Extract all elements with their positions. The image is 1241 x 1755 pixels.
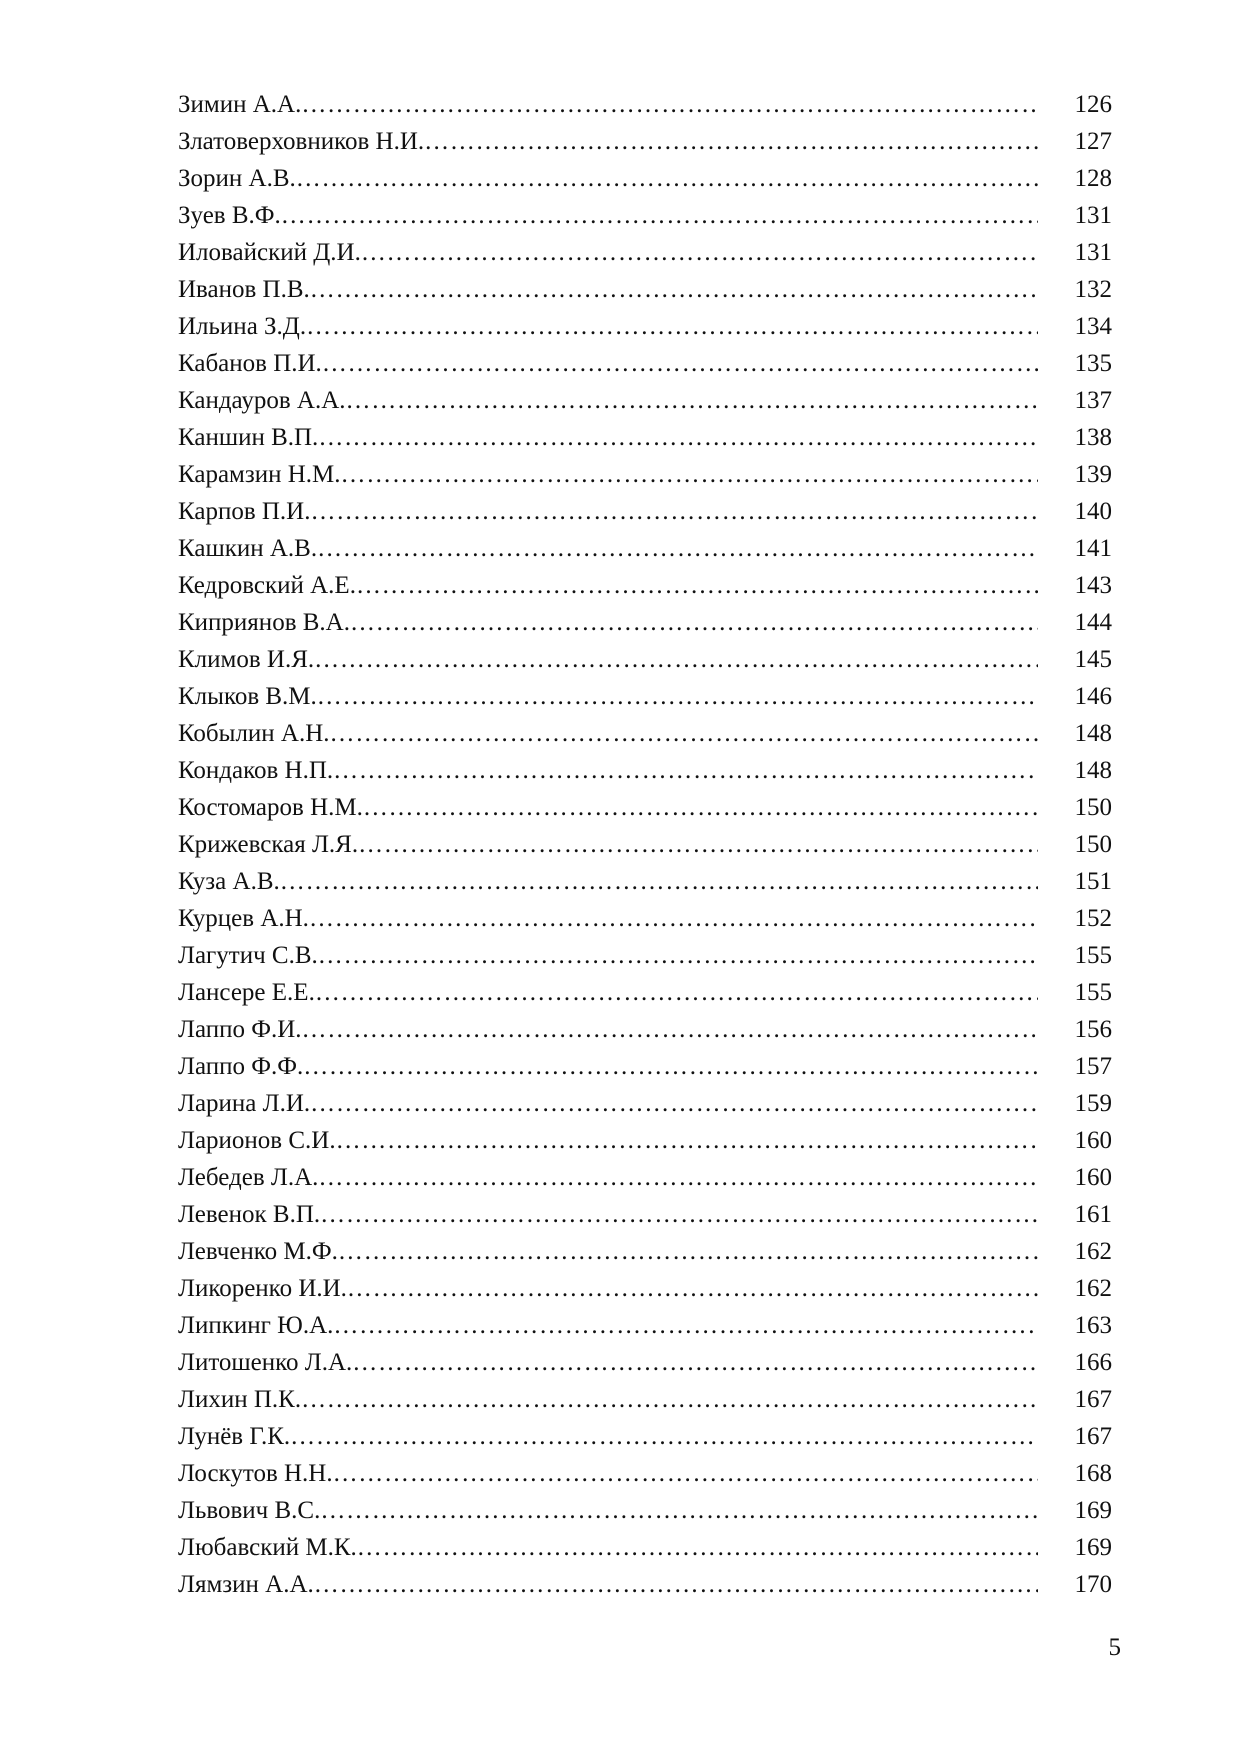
index-entry: [178, 345, 1112, 382]
dot-leader: [310, 271, 1038, 308]
entry-name: Кедровский А.Е.: [178, 572, 356, 599]
dot-leader: [317, 678, 1038, 715]
dot-leader: [302, 1011, 1038, 1048]
entry-page: 135: [1074, 350, 1112, 377]
entry-page: 148: [1074, 720, 1112, 747]
entry-page: 137: [1074, 387, 1112, 414]
index-entry: [178, 567, 1112, 604]
entry-page: 170: [1074, 1571, 1112, 1598]
dot-leader: [424, 123, 1038, 160]
dot-leader: [356, 567, 1038, 604]
dot-leader: [290, 1418, 1038, 1455]
dot-leader: [296, 160, 1038, 197]
entry-page: 131: [1074, 202, 1112, 229]
entry-name: Куза А.В.: [178, 868, 280, 895]
entry-name: Климов И.Я.: [178, 646, 315, 673]
index-entry: [178, 493, 1112, 530]
index-entry: [178, 1122, 1112, 1159]
dot-leader: [318, 1159, 1038, 1196]
entry-page: 127: [1074, 128, 1112, 155]
entry-page: 143: [1074, 572, 1112, 599]
entry-name: Лоскутов Н.Н.: [178, 1460, 333, 1487]
index-entry: [178, 1196, 1112, 1233]
entry-page: 168: [1074, 1460, 1112, 1487]
entry-page: 138: [1074, 424, 1112, 451]
entry-name: Иванов П.В.: [178, 276, 310, 303]
entry-name: Зимин А.А.: [178, 91, 302, 118]
dot-leader: [333, 752, 1038, 789]
entry-page: 157: [1074, 1053, 1112, 1080]
index-entry: [178, 123, 1112, 160]
entry-page: 167: [1074, 1386, 1112, 1413]
dot-leader: [361, 234, 1038, 271]
dot-leader: [318, 937, 1038, 974]
index-entry: [178, 1566, 1112, 1603]
index-entry: [178, 1048, 1112, 1085]
entry-name: Лансере Е.Е.: [178, 979, 315, 1006]
entry-name: Каншин В.П.: [178, 424, 319, 451]
entry-page: 169: [1074, 1497, 1112, 1524]
entry-name: Любавский М.К.: [178, 1534, 357, 1561]
entry-page: 140: [1074, 498, 1112, 525]
entry-name: Липкинг Ю.А.: [178, 1312, 334, 1339]
index-entry: [178, 1011, 1112, 1048]
dot-leader: [346, 382, 1038, 419]
dot-leader: [333, 1307, 1038, 1344]
entry-name: Клыков В.М.: [178, 683, 317, 710]
index-entry: [178, 197, 1112, 234]
dot-leader: [303, 1048, 1038, 1085]
entry-name: Кабанов П.И.: [178, 350, 322, 377]
dot-leader: [309, 900, 1038, 937]
dot-leader: [301, 1381, 1038, 1418]
index-list: [178, 86, 1112, 1603]
index-entry: [178, 1492, 1112, 1529]
index-entry: [178, 604, 1112, 641]
dot-leader: [320, 1196, 1038, 1233]
dot-leader: [314, 1566, 1038, 1603]
index-entry: [178, 900, 1112, 937]
entry-name: Крижевская Л.Я.: [178, 831, 359, 858]
index-entry: [178, 1085, 1112, 1122]
dot-leader: [330, 715, 1038, 752]
dot-leader: [347, 1270, 1038, 1307]
dot-leader: [281, 197, 1038, 234]
entry-name: Ликоренко И.И.: [178, 1275, 347, 1302]
entry-name: Зорин А.В.: [178, 165, 296, 192]
index-entry: [178, 271, 1112, 308]
entry-page: 150: [1074, 831, 1112, 858]
dot-leader: [341, 456, 1038, 493]
index-entry: [178, 641, 1112, 678]
entry-name: Карамзин Н.М.: [178, 461, 341, 488]
index-entry: [178, 678, 1112, 715]
entry-name: Левченко М.Ф.: [178, 1238, 338, 1265]
index-entry: [178, 456, 1112, 493]
index-entry: [178, 419, 1112, 456]
index-entry: [178, 1270, 1112, 1307]
entry-name: Лямзин А.А.: [178, 1571, 314, 1598]
entry-page: 148: [1074, 757, 1112, 784]
entry-page: 162: [1074, 1275, 1112, 1302]
index-entry: [178, 826, 1112, 863]
entry-page: 128: [1074, 165, 1112, 192]
index-entry: [178, 1159, 1112, 1196]
entry-name: Костомаров Н.М.: [178, 794, 363, 821]
entry-name: Лебедев Л.А.: [178, 1164, 319, 1191]
entry-page: 162: [1074, 1238, 1112, 1265]
index-entry: [178, 715, 1112, 752]
index-entry: [178, 160, 1112, 197]
entry-page: 166: [1074, 1349, 1112, 1376]
entry-name: Левенок В.П.: [178, 1201, 321, 1228]
dot-leader: [357, 1529, 1038, 1566]
entry-page: 139: [1074, 461, 1112, 488]
entry-name: Кашкин А.В.: [178, 535, 318, 562]
entry-page: 134: [1074, 313, 1112, 340]
entry-page: 160: [1074, 1164, 1112, 1191]
index-entry: [178, 1418, 1112, 1455]
dot-leader: [320, 1492, 1038, 1529]
entry-name: Лунёв Г.К.: [178, 1423, 291, 1450]
index-entry: [178, 1529, 1112, 1566]
entry-page: 141: [1074, 535, 1112, 562]
entry-page: 155: [1074, 942, 1112, 969]
index-entry: [178, 863, 1112, 900]
page-number: 5: [1108, 1634, 1121, 1661]
index-entry: [178, 1233, 1112, 1270]
entry-name: Ларионов С.И.: [178, 1127, 336, 1154]
index-entry: [178, 1381, 1112, 1418]
entry-name: Лагутич С.В.: [178, 942, 318, 969]
entry-page: 131: [1074, 239, 1112, 266]
entry-page: 126: [1074, 91, 1112, 118]
index-entry: [178, 974, 1112, 1011]
dot-leader: [310, 1085, 1038, 1122]
entry-page: 169: [1074, 1534, 1112, 1561]
entry-page: 132: [1074, 276, 1112, 303]
index-entry: [178, 382, 1112, 419]
entry-page: 167: [1074, 1423, 1112, 1450]
entry-name: Курцев А.Н.: [178, 905, 309, 932]
dot-leader: [301, 86, 1038, 123]
index-entry: [178, 1344, 1112, 1381]
entry-name: Лаппо Ф.Ф.: [178, 1053, 304, 1080]
dot-leader: [350, 604, 1038, 641]
entry-page: 163: [1074, 1312, 1112, 1339]
entry-name: Литошенко Л.А.: [178, 1349, 353, 1376]
index-entry: [178, 789, 1112, 826]
entry-page: 159: [1074, 1090, 1112, 1117]
index-entry: [178, 937, 1112, 974]
entry-name: Кандауров А.А.: [178, 387, 346, 414]
entry-page: 156: [1074, 1016, 1112, 1043]
entry-name: Ларина Л.И.: [178, 1090, 311, 1117]
entry-page: 145: [1074, 646, 1112, 673]
entry-name: Кобылин А.Н.: [178, 720, 330, 747]
entry-name: Ильина З.Д.: [178, 313, 307, 340]
dot-leader: [310, 493, 1038, 530]
index-entry: [178, 86, 1112, 123]
index-entry: [178, 1307, 1112, 1344]
dot-leader: [338, 1233, 1038, 1270]
entry-page: 146: [1074, 683, 1112, 710]
dot-leader: [314, 641, 1038, 678]
index-entry: [178, 752, 1112, 789]
entry-page: 155: [1074, 979, 1112, 1006]
dot-leader: [352, 1344, 1038, 1381]
dot-leader: [317, 530, 1038, 567]
entry-page: 144: [1074, 609, 1112, 636]
entry-page: 160: [1074, 1127, 1112, 1154]
entry-page: 151: [1074, 868, 1112, 895]
dot-leader: [333, 1455, 1038, 1492]
entry-name: Лихин П.К.: [178, 1386, 302, 1413]
dot-leader: [336, 1122, 1038, 1159]
entry-name: Киприянов В.А.: [178, 609, 350, 636]
entry-name: Кондаков Н.П.: [178, 757, 334, 784]
entry-name: Златоверховников Н.И.: [178, 128, 425, 155]
dot-leader: [306, 308, 1038, 345]
entry-name: Карпов П.И.: [178, 498, 311, 525]
entry-name: Зуев В.Ф.: [178, 202, 281, 229]
dot-leader: [315, 974, 1038, 1011]
dot-leader: [280, 863, 1038, 900]
index-entry: [178, 530, 1112, 567]
entry-name: Иловайский Д.И.: [178, 239, 361, 266]
dot-leader: [322, 345, 1038, 382]
dot-leader: [358, 826, 1038, 863]
index-entry: [178, 1455, 1112, 1492]
entry-page: 150: [1074, 794, 1112, 821]
entry-page: 161: [1074, 1201, 1112, 1228]
entry-page: 152: [1074, 905, 1112, 932]
entry-name: Львович В.С.: [178, 1497, 321, 1524]
dot-leader: [363, 789, 1038, 826]
index-entry: [178, 234, 1112, 271]
index-entry: [178, 308, 1112, 345]
entry-name: Лаппо Ф.И.: [178, 1016, 302, 1043]
dot-leader: [318, 419, 1038, 456]
